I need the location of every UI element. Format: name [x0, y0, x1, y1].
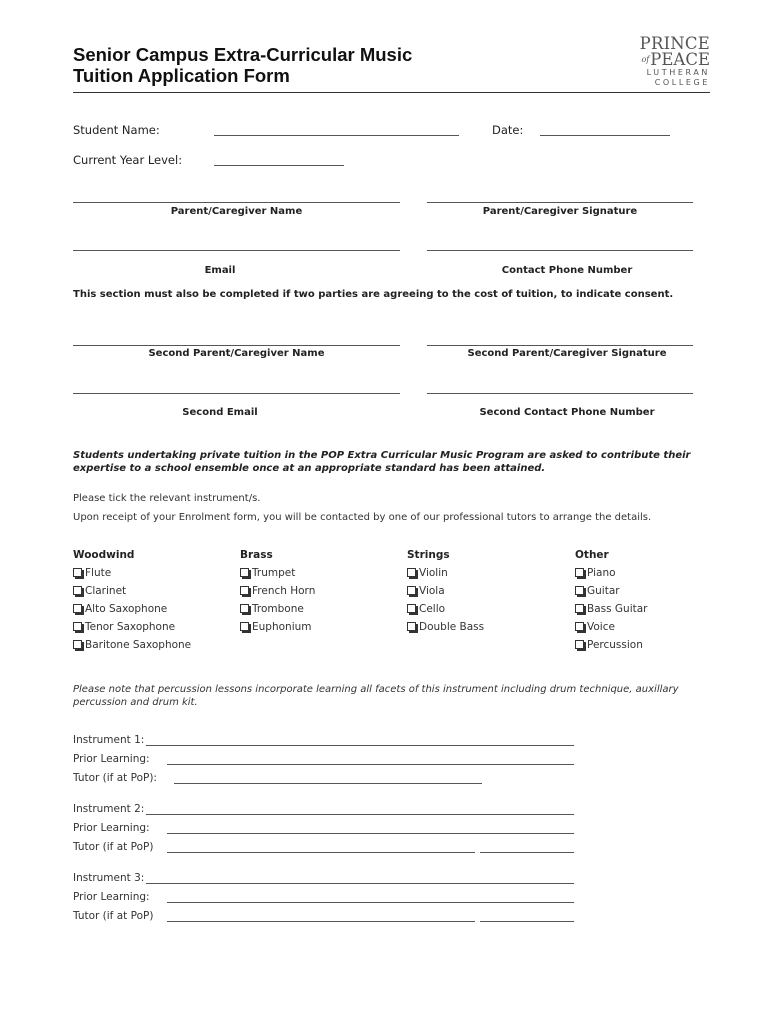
- email-caption: Email: [204, 265, 236, 276]
- checkbox-icon[interactable]: [407, 622, 416, 631]
- checkbox-icon[interactable]: [240, 568, 249, 577]
- woodwind-heading: Woodwind: [73, 549, 135, 561]
- logo-prince: PRINCE: [639, 34, 710, 53]
- consent-note: This section must also be completed if two parties are agreeing to the cost of tuition, to indicate consent.: [73, 289, 674, 300]
- second-parent-name-caption: Second Parent/Caregiver Name: [148, 348, 325, 359]
- tutor-2-extra-field[interactable]: [480, 852, 574, 853]
- date-field[interactable]: [540, 135, 670, 136]
- logo-lutheran: LUTHERAN: [646, 68, 710, 77]
- tutor-3-extra-field[interactable]: [480, 921, 574, 922]
- tutor-2-label: Tutor (if at PoP): [73, 841, 154, 853]
- instrument-option-guitar[interactable]: Guitar: [575, 585, 710, 597]
- other-heading: Other: [575, 549, 609, 561]
- instrument-option-percussion[interactable]: Percussion: [575, 639, 710, 651]
- instrument-option-trumpet[interactable]: Trumpet: [240, 567, 400, 579]
- percussion-note: Please note that percussion lessons incorporate learning all facets of this instrument including drum technique, auxillary percussion and drum kit.: [73, 684, 679, 708]
- title-line-1: Senior Campus Extra-Curricular Music: [73, 44, 413, 65]
- instrument-option-piano[interactable]: Piano: [575, 567, 710, 579]
- instrument-2-label: Instrument 2:: [73, 803, 145, 815]
- parent-signature-field[interactable]: [427, 202, 693, 203]
- woodwind-column: [73, 549, 233, 651]
- instrument-2-field[interactable]: [146, 814, 574, 815]
- year-level-field[interactable]: [214, 165, 344, 166]
- email-field[interactable]: [73, 250, 400, 251]
- checkbox-icon[interactable]: [407, 568, 416, 577]
- checkbox-icon[interactable]: [240, 622, 249, 631]
- tutor-2-field[interactable]: [167, 852, 475, 853]
- student-name-field[interactable]: [214, 135, 459, 136]
- receipt-instruction: Upon receipt of your Enrolment form, you will be contacted by one of our professional tutors to arrange the details.: [73, 512, 652, 523]
- parent-name-field[interactable]: [73, 202, 400, 203]
- instrument-option-alto-saxophone[interactable]: Alto Saxophone: [73, 603, 233, 615]
- title-line-2: Tuition Application Form: [73, 65, 290, 86]
- ensemble-notice: Students undertaking private tuition in the POP Extra Curricular Music Program are asked to contribute their expertise to a school ensemble once at an appropriate standard has been attained.: [73, 450, 691, 474]
- instrument-3-label: Instrument 3:: [73, 872, 145, 884]
- checkbox-icon[interactable]: [407, 586, 416, 595]
- instrument-option-double-bass[interactable]: Double Bass: [407, 621, 567, 633]
- brass-column: [240, 549, 400, 633]
- tutor-1-label: Tutor (if at PoP):: [73, 772, 157, 784]
- college-logo: [612, 36, 710, 88]
- logo-peace: PEACE: [650, 50, 710, 69]
- instrument-option-bass-guitar[interactable]: Bass Guitar: [575, 603, 710, 615]
- prior-learning-2-label: Prior Learning:: [73, 822, 150, 834]
- second-parent-name-field[interactable]: [73, 345, 400, 346]
- year-level-label: Current Year Level:: [73, 153, 183, 167]
- instrument-option-viola[interactable]: Viola: [407, 585, 567, 597]
- second-parent-signature-caption: Second Parent/Caregiver Signature: [467, 348, 667, 359]
- checkbox-icon[interactable]: [575, 568, 584, 577]
- checkbox-icon[interactable]: [575, 586, 584, 595]
- tutor-1-field[interactable]: [174, 783, 482, 784]
- instrument-1-label: Instrument 1:: [73, 734, 145, 746]
- page-title: [73, 44, 412, 86]
- instrument-option-trombone[interactable]: Trombone: [240, 603, 400, 615]
- checkbox-icon[interactable]: [73, 622, 82, 631]
- checkbox-icon[interactable]: [575, 640, 584, 649]
- instrument-option-tenor-saxophone[interactable]: Tenor Saxophone: [73, 621, 233, 633]
- tutor-3-field[interactable]: [167, 921, 475, 922]
- instrument-option-baritone-saxophone[interactable]: Baritone Saxophone: [73, 639, 233, 651]
- checkbox-icon[interactable]: [240, 604, 249, 613]
- date-label: Date:: [492, 123, 524, 137]
- checkbox-icon[interactable]: [73, 568, 82, 577]
- parent-name-caption: Parent/Caregiver Name: [170, 206, 303, 217]
- second-email-caption: Second Email: [182, 407, 258, 418]
- instrument-option-french-horn[interactable]: French Horn: [240, 585, 400, 597]
- checkbox-icon[interactable]: [407, 604, 416, 613]
- instrument-option-cello[interactable]: Cello: [407, 603, 567, 615]
- brass-heading: Brass: [240, 549, 273, 561]
- second-email-field[interactable]: [73, 393, 400, 394]
- instrument-option-euphonium[interactable]: Euphonium: [240, 621, 400, 633]
- second-phone-caption: Second Contact Phone Number: [479, 407, 655, 418]
- other-column: [575, 549, 710, 651]
- checkbox-icon[interactable]: [73, 604, 82, 613]
- phone-caption: Contact Phone Number: [501, 265, 633, 276]
- tutor-3-label: Tutor (if at PoP): [73, 910, 154, 922]
- instrument-option-clarinet[interactable]: Clarinet: [73, 585, 233, 597]
- tick-instruction: Please tick the relevant instrument/s.: [73, 493, 261, 504]
- prior-learning-3-label: Prior Learning:: [73, 891, 150, 903]
- instrument-option-flute[interactable]: Flute: [73, 567, 233, 579]
- parent-signature-caption: Parent/Caregiver Signature: [482, 206, 638, 217]
- checkbox-icon[interactable]: [73, 586, 82, 595]
- checkbox-icon[interactable]: [575, 604, 584, 613]
- prior-learning-1-field[interactable]: [167, 764, 574, 765]
- instrument-1-field[interactable]: [146, 745, 574, 746]
- logo-of: of: [641, 55, 650, 64]
- phone-field[interactable]: [427, 250, 693, 251]
- checkbox-icon[interactable]: [240, 586, 249, 595]
- prior-learning-1-label: Prior Learning:: [73, 753, 150, 765]
- checkbox-icon[interactable]: [575, 622, 584, 631]
- instrument-option-violin[interactable]: Violin: [407, 567, 567, 579]
- logo-college: COLLEGE: [654, 78, 710, 87]
- second-phone-field[interactable]: [427, 393, 693, 394]
- strings-heading: Strings: [407, 549, 450, 561]
- checkbox-icon[interactable]: [73, 640, 82, 649]
- header-divider: [73, 92, 710, 93]
- logo-peace-row: [612, 52, 710, 68]
- student-name-label: Student Name:: [73, 123, 160, 137]
- prior-learning-2-field[interactable]: [167, 833, 574, 834]
- instrument-option-voice[interactable]: Voice: [575, 621, 710, 633]
- strings-column: [407, 549, 567, 633]
- prior-learning-3-field[interactable]: [167, 902, 574, 903]
- second-parent-signature-field[interactable]: [427, 345, 693, 346]
- instrument-3-field[interactable]: [146, 883, 574, 884]
